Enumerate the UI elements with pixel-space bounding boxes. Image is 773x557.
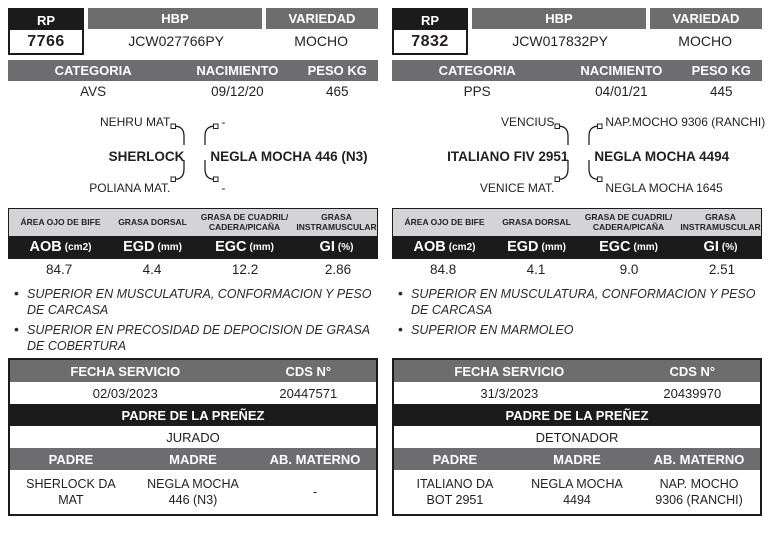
cds-value: 20439970 [663, 385, 722, 401]
hbp-label: HBP [88, 8, 262, 29]
dam-sire-label: - [221, 115, 226, 129]
epd-code-header: EGD (mm) [507, 239, 566, 255]
rp-box [392, 8, 468, 55]
category-values-row [392, 81, 762, 102]
service-table [8, 358, 378, 516]
dam-dam-label: NEGLA MOCHA 1645 [605, 181, 723, 195]
nacimiento-value: 04/01/21 [595, 84, 648, 99]
padre-label: PADRE [432, 451, 478, 467]
sire-branch [8, 110, 200, 202]
epd-desc-header: GRASA DORSAL [118, 216, 187, 227]
service-header-row [10, 360, 376, 382]
cds-label: CDS N° [669, 363, 716, 379]
epd-desc-header: GRASA INSTRAMUSCULAR [296, 211, 377, 232]
identity-right [88, 8, 378, 55]
epd-values-row [7, 259, 379, 279]
nacimiento-label: NACIMIENTO [196, 63, 279, 78]
epd-code-row [393, 236, 761, 258]
service-table [392, 358, 762, 516]
variedad-label: VARIEDAD [650, 8, 762, 29]
epd-value: 84.8 [429, 261, 457, 277]
highlights-list [14, 286, 378, 354]
service-header-row [394, 360, 760, 382]
epd-value: 4.4 [142, 261, 162, 277]
animal-card [8, 8, 378, 522]
category-header-row [8, 60, 378, 81]
epd-desc-header: GRASA INSTRAMUSCULAR [680, 211, 761, 232]
prenez-value: DETONADOR [535, 429, 619, 445]
cds-label: CDS N° [285, 363, 332, 379]
epd-value: 2.86 [324, 261, 352, 277]
sire-dam-label: VENICE MAT. [479, 181, 555, 195]
epd-description-row [9, 209, 377, 236]
epd-value: 84.7 [45, 261, 73, 277]
carcass-data-table [392, 208, 762, 259]
rp-value: 7766 [27, 32, 65, 50]
variedad-value: MOCHO [294, 33, 348, 49]
madre-label: MADRE [169, 451, 217, 467]
parents-values-row [394, 470, 760, 514]
epd-desc-header: GRASA DORSAL [502, 216, 571, 227]
sire-branch [392, 110, 584, 202]
padre-label: PADRE [48, 451, 94, 467]
sire-sire-label: VENCIUS [501, 115, 555, 129]
epd-code-row [9, 236, 377, 258]
carcass-data-table [8, 208, 378, 259]
epd-code-header: AOB (cm2) [413, 239, 476, 255]
epd-values-row [391, 259, 763, 279]
dam-sire-label: NAP.MOCHO 9306 (RANCHI) [605, 115, 766, 129]
madre-value: NEGLA MOCHA 446 (N3) [147, 476, 239, 507]
highlight-item: • SUPERIOR EN MUSCULATURA, CONFORMACION Y PESO DE CARCASA [14, 286, 378, 318]
dam-branch [200, 110, 378, 202]
fecha-servicio-label: FECHA SERVICIO [70, 363, 181, 379]
pedigree-diagram [8, 110, 378, 202]
variedad-value: MOCHO [678, 33, 732, 49]
fecha-servicio-value: 02/03/2023 [92, 385, 158, 401]
rp-value: 7832 [411, 32, 449, 50]
service-values-row [394, 382, 760, 404]
highlight-item: • SUPERIOR EN MUSCULATURA, CONFORMACION Y PESO DE CARCASA [398, 286, 762, 318]
madre-value: NEGLA MOCHA 4494 [531, 476, 623, 507]
identity-header [8, 8, 378, 55]
sire-name: SHERLOCK [108, 149, 185, 164]
madre-label: MADRE [553, 451, 601, 467]
peso-label: PESO KG [307, 63, 367, 78]
category-values-row [8, 81, 378, 102]
padre-value: SHERLOCK DA MAT [26, 476, 116, 507]
categoria-label: CATEGORIA [54, 63, 132, 78]
categoria-value: AVS [80, 84, 107, 99]
nacimiento-label: NACIMIENTO [580, 63, 663, 78]
identity-right [472, 8, 762, 55]
epd-description-row [393, 209, 761, 236]
epd-code-header: EGC (mm) [599, 239, 658, 255]
dam-dam-label: - [221, 181, 226, 195]
categoria-label: CATEGORIA [438, 63, 516, 78]
pedigree-diagram [392, 110, 766, 202]
ab-materno-value: - [312, 484, 318, 499]
fecha-servicio-label: FECHA SERVICIO [454, 363, 565, 379]
fecha-servicio-value: 31/3/2023 [480, 385, 539, 401]
prenez-header: PADRE DE LA PREÑEZ [394, 404, 760, 426]
sire-name: ITALIANO FIV 2951 [447, 149, 569, 164]
ab-materno-label: AB. MATERNO [653, 451, 745, 467]
peso-value: 445 [710, 84, 733, 99]
epd-code-header: AOB (cm2) [29, 239, 92, 255]
epd-value: 9.0 [619, 261, 639, 277]
cds-value: 20447571 [279, 385, 338, 401]
epd-code-header: EGC (mm) [215, 239, 274, 255]
parents-values-row [10, 470, 376, 514]
highlights-list [398, 286, 762, 338]
hbp-value: JCW017832PY [512, 33, 608, 49]
sire-dam-label: POLIANA MAT. [89, 181, 171, 195]
epd-code-header: GI (%) [319, 239, 354, 255]
ab-materno-label: AB. MATERNO [269, 451, 361, 467]
animal-card [392, 8, 766, 522]
epd-desc-header: GRASA DE CUADRIL/ CADERA/PICAÑA [584, 211, 673, 232]
prenez-header: PADRE DE LA PREÑEZ [10, 404, 376, 426]
epd-value: 4.1 [526, 261, 546, 277]
hbp-label: HBP [472, 8, 646, 29]
categoria-value: PPS [463, 84, 491, 99]
epd-desc-header: ÁREA OJO DE BIFE [404, 216, 485, 227]
parents-header-row [394, 448, 760, 470]
dam-name: NEGLA MOCHA 446 (N3) [210, 149, 368, 164]
epd-desc-header: ÁREA OJO DE BIFE [20, 216, 101, 227]
category-header-row [392, 60, 762, 81]
dam-name: NEGLA MOCHA 4494 [594, 149, 730, 164]
highlight-item: • SUPERIOR EN MARMOLEO [398, 322, 762, 338]
parents-header-row [10, 448, 376, 470]
epd-value: 2.51 [708, 261, 736, 277]
rp-label: RP [394, 10, 466, 30]
epd-value: 12.2 [231, 261, 259, 277]
hbp-value: JCW027766PY [128, 33, 224, 49]
peso-label: PESO KG [691, 63, 751, 78]
padre-value: ITALIANO DA BOT 2951 [416, 476, 494, 507]
prenez-value: JURADO [166, 429, 220, 445]
identity-header [392, 8, 762, 55]
epd-code-header: GI (%) [703, 239, 738, 255]
sire-sire-label: NEHRU MAT [99, 115, 171, 129]
variedad-label: VARIEDAD [266, 8, 378, 29]
rp-box [8, 8, 84, 55]
ab-materno-value: NAP. MOCHO 9306 (RANCHI) [655, 476, 743, 507]
epd-code-header: EGD (mm) [123, 239, 182, 255]
service-values-row [10, 382, 376, 404]
rp-label: RP [10, 10, 82, 30]
peso-value: 465 [326, 84, 349, 99]
dam-branch [584, 110, 766, 202]
epd-desc-header: GRASA DE CUADRIL/ CADERA/PICAÑA [200, 211, 289, 232]
highlight-item: • SUPERIOR EN PRECOSIDAD DE DEPOCISION DE GRASA DE COBERTURA [14, 322, 378, 354]
nacimiento-value: 09/12/20 [211, 84, 264, 99]
